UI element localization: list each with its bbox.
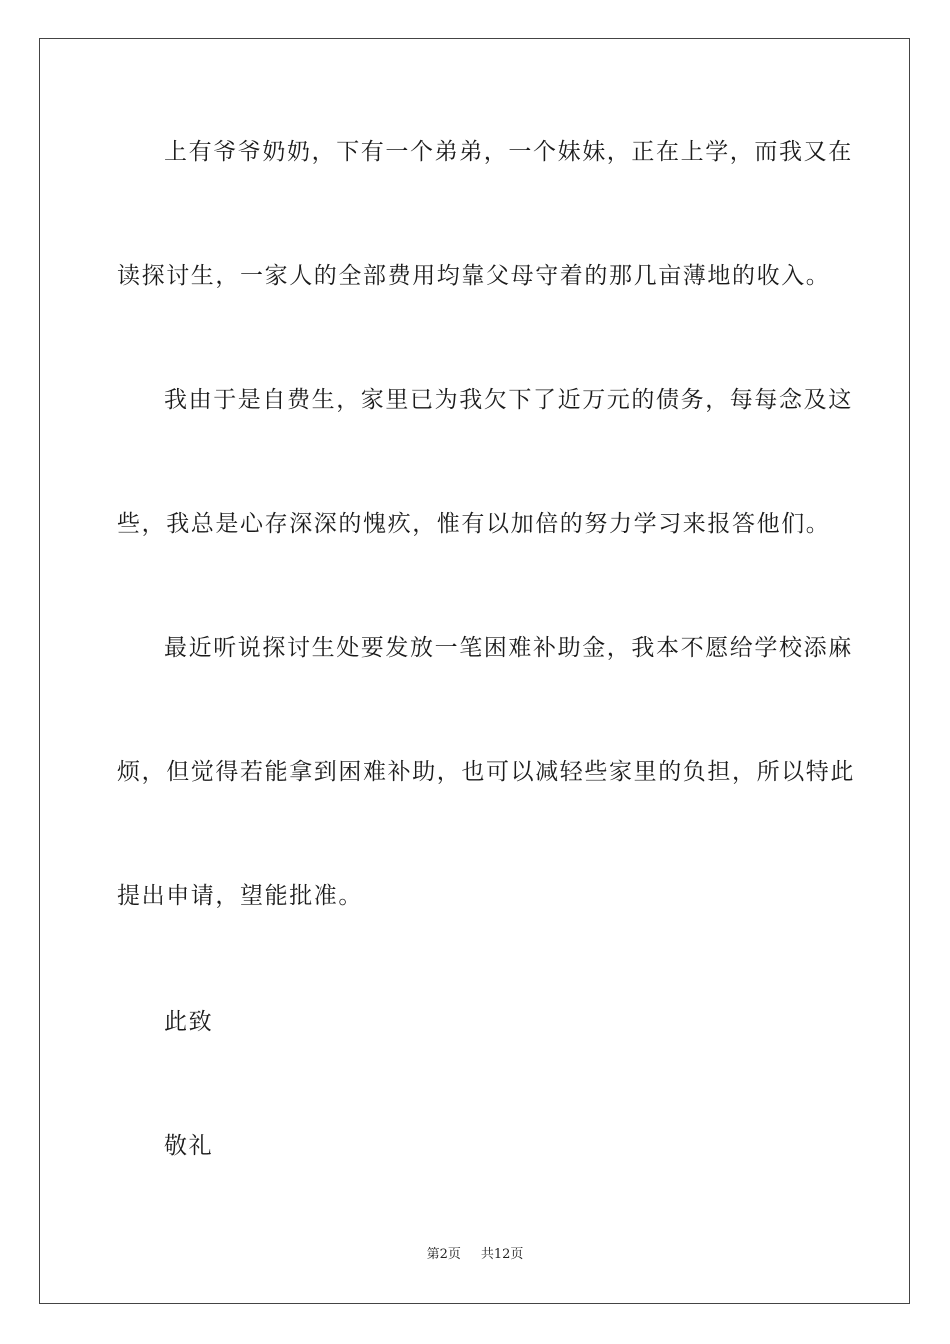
page-border [39,38,910,1304]
page-number-current: 第2页 [426,1247,461,1262]
page-footer [0,1246,950,1264]
body-line-6: 烦，但觉得若能拿到困难补助，也可以减轻些家里的负担，所以特此 [117,759,855,785]
body-line-3: 我由于是自费生，家里已为我欠下了近万元的债务，每每念及这 [164,387,853,413]
body-line-2: 读探讨生，一家人的全部费用均靠父母守着的那几亩薄地的收入。 [117,263,831,289]
salutation-line: 敬礼 [164,1133,214,1159]
page-number-total: 共12页 [480,1247,524,1262]
body-line-5: 最近听说探讨生处要发放一笔困难补助金，我本不愿给学校添麻 [164,635,853,661]
body-line-7: 提出申请，望能批准。 [117,883,363,909]
body-line-1: 上有爷爷奶奶，下有一个弟弟，一个妹妹，正在上学，而我又在 [164,139,853,165]
body-line-4: 些，我总是心存深深的愧疚，惟有以加倍的努力学习来报答他们。 [117,511,831,537]
closing-line: 此致 [164,1009,214,1035]
